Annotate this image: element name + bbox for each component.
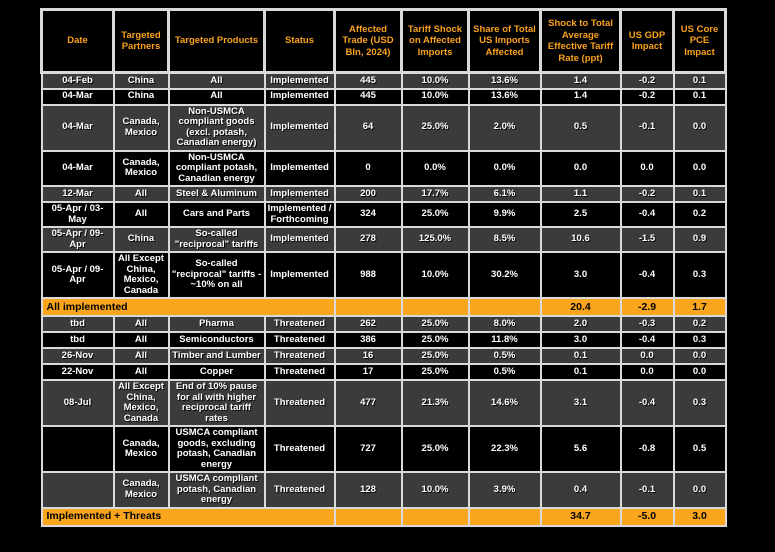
cell-gdp: 0.0 <box>621 364 674 380</box>
cell-products: So-called "reciprocal" tariffs <box>169 227 265 252</box>
cell-share: 9.9% <box>469 202 541 227</box>
cell-gdp: -0.1 <box>621 472 674 508</box>
cell-share: 8.5% <box>469 227 541 252</box>
table-header <box>42 10 726 73</box>
cell-pce: 0.9 <box>674 227 726 252</box>
cell-share: 14.6% <box>469 380 541 426</box>
table-row <box>42 73 726 89</box>
summary-cell-trade <box>335 508 402 526</box>
summary-cell-gdp: -5.0 <box>621 508 674 526</box>
cell-shock_ppt: 2.5 <box>541 202 621 227</box>
cell-products: Non-USMCA compliant potash, Canadian energy <box>169 151 265 187</box>
cell-gdp: -0.4 <box>621 252 674 298</box>
cell-share: 30.2% <box>469 252 541 298</box>
table-body <box>42 73 726 526</box>
cell-tariff_shock: 25.0% <box>402 348 469 364</box>
cell-share: 13.6% <box>469 73 541 89</box>
summary-cell-shock_ppt: 20.4 <box>541 298 621 316</box>
col-header-shock_ppt: Shock to Total Average Effective Tariff Rate (ppt) <box>541 10 621 73</box>
cell-date: 04-Mar <box>42 105 114 151</box>
cell-trade: 988 <box>335 252 402 298</box>
cell-trade: 278 <box>335 227 402 252</box>
cell-trade: 324 <box>335 202 402 227</box>
cell-gdp: -0.2 <box>621 186 674 202</box>
cell-tariff_shock: 125.0% <box>402 227 469 252</box>
table-row <box>42 348 726 364</box>
cell-share: 13.6% <box>469 89 541 105</box>
cell-trade: 17 <box>335 364 402 380</box>
cell-partners: Canada, Mexico <box>114 472 169 508</box>
cell-pce: 0.3 <box>674 332 726 348</box>
cell-shock_ppt: 2.0 <box>541 316 621 332</box>
cell-date: tbd <box>42 332 114 348</box>
cell-status: Implemented <box>265 151 335 187</box>
cell-gdp: -0.1 <box>621 105 674 151</box>
col-header-date: Date <box>42 10 114 73</box>
cell-shock_ppt: 1.4 <box>541 73 621 89</box>
cell-pce: 0.1 <box>674 186 726 202</box>
summary-cell-share <box>469 508 541 526</box>
cell-date: 05-Apr / 09-Apr <box>42 227 114 252</box>
cell-trade: 445 <box>335 89 402 105</box>
cell-date: 26-Nov <box>42 348 114 364</box>
cell-partners: China <box>114 227 169 252</box>
cell-date: 05-Apr / 03-May <box>42 202 114 227</box>
cell-share: 8.0% <box>469 316 541 332</box>
cell-shock_ppt: 0.0 <box>541 151 621 187</box>
cell-date: 04-Mar <box>42 89 114 105</box>
cell-status: Threatened <box>265 364 335 380</box>
cell-trade: 0 <box>335 151 402 187</box>
cell-share: 0.5% <box>469 364 541 380</box>
cell-pce: 0.3 <box>674 380 726 426</box>
cell-partners: China <box>114 89 169 105</box>
summary-row <box>42 298 726 316</box>
cell-status: Implemented <box>265 227 335 252</box>
cell-share: 2.0% <box>469 105 541 151</box>
table-row <box>42 332 726 348</box>
cell-partners: All <box>114 348 169 364</box>
cell-shock_ppt: 0.1 <box>541 348 621 364</box>
cell-status: Implemented <box>265 186 335 202</box>
cell-date: 22-Nov <box>42 364 114 380</box>
table-row <box>42 472 726 508</box>
cell-pce: 0.0 <box>674 105 726 151</box>
cell-tariff_shock: 17.7% <box>402 186 469 202</box>
cell-tariff_shock: 21.3% <box>402 380 469 426</box>
cell-pce: 0.0 <box>674 348 726 364</box>
cell-tariff_shock: 10.0% <box>402 472 469 508</box>
cell-products: All <box>169 73 265 89</box>
cell-date: tbd <box>42 316 114 332</box>
cell-pce: 0.5 <box>674 426 726 472</box>
cell-partners: All <box>114 332 169 348</box>
cell-pce: 0.0 <box>674 364 726 380</box>
cell-products: Semiconductors <box>169 332 265 348</box>
col-header-partners: Targeted Partners <box>114 10 169 73</box>
cell-products: Copper <box>169 364 265 380</box>
summary-row <box>42 508 726 526</box>
cell-tariff_shock: 25.0% <box>402 105 469 151</box>
cell-status: Threatened <box>265 332 335 348</box>
cell-status: Implemented <box>265 105 335 151</box>
cell-pce: 0.1 <box>674 73 726 89</box>
cell-tariff_shock: 25.0% <box>402 364 469 380</box>
cell-date: 08-Jul <box>42 380 114 426</box>
table-row <box>42 316 726 332</box>
cell-gdp: -0.2 <box>621 73 674 89</box>
cell-tariff_shock: 10.0% <box>402 73 469 89</box>
cell-gdp: -0.3 <box>621 316 674 332</box>
cell-trade: 727 <box>335 426 402 472</box>
table-row <box>42 364 726 380</box>
cell-pce: 0.0 <box>674 472 726 508</box>
cell-gdp: 0.0 <box>621 151 674 187</box>
col-header-products: Targeted Products <box>169 10 265 73</box>
cell-date <box>42 472 114 508</box>
table-row <box>42 151 726 187</box>
header-row <box>42 10 726 73</box>
cell-partners: All <box>114 202 169 227</box>
cell-pce: 0.3 <box>674 252 726 298</box>
cell-partners: China <box>114 73 169 89</box>
table-row <box>42 252 726 298</box>
cell-partners: All <box>114 186 169 202</box>
cell-products: USMCA compliant potash, Canadian energy <box>169 472 265 508</box>
cell-status: Implemented / Forthcoming <box>265 202 335 227</box>
cell-tariff_shock: 10.0% <box>402 252 469 298</box>
cell-shock_ppt: 3.1 <box>541 380 621 426</box>
tariff-impact-table <box>40 8 727 527</box>
cell-gdp: 0.0 <box>621 348 674 364</box>
cell-trade: 262 <box>335 316 402 332</box>
cell-gdp: -0.2 <box>621 89 674 105</box>
col-header-share: Share of Total US Imports Affected <box>469 10 541 73</box>
table-row <box>42 380 726 426</box>
cell-products: End of 10% pause for all with higher reciprocal tariff rates <box>169 380 265 426</box>
table-row <box>42 426 726 472</box>
cell-status: Threatened <box>265 316 335 332</box>
cell-share: 0.0% <box>469 151 541 187</box>
cell-shock_ppt: 0.4 <box>541 472 621 508</box>
cell-status: Implemented <box>265 73 335 89</box>
cell-tariff_shock: 25.0% <box>402 332 469 348</box>
cell-date: 12-Mar <box>42 186 114 202</box>
cell-share: 22.3% <box>469 426 541 472</box>
cell-status: Threatened <box>265 380 335 426</box>
cell-gdp: -0.4 <box>621 380 674 426</box>
cell-trade: 200 <box>335 186 402 202</box>
table-row <box>42 227 726 252</box>
cell-shock_ppt: 0.1 <box>541 364 621 380</box>
cell-tariff_shock: 25.0% <box>402 426 469 472</box>
summary-cell-tariff_shock <box>402 508 469 526</box>
summary-cell-tariff_shock <box>402 298 469 316</box>
cell-products: So-called "reciprocal" tariffs - ~10% on all <box>169 252 265 298</box>
cell-gdp: -0.8 <box>621 426 674 472</box>
cell-pce: 0.2 <box>674 202 726 227</box>
cell-shock_ppt: 1.4 <box>541 89 621 105</box>
cell-gdp: -0.4 <box>621 332 674 348</box>
cell-status: Threatened <box>265 348 335 364</box>
cell-shock_ppt: 0.5 <box>541 105 621 151</box>
cell-gdp: -1.5 <box>621 227 674 252</box>
cell-status: Implemented <box>265 89 335 105</box>
cell-trade: 16 <box>335 348 402 364</box>
cell-partners: All Except China, Mexico, Canada <box>114 380 169 426</box>
summary-cell-gdp: -2.9 <box>621 298 674 316</box>
col-header-gdp: US GDP Impact <box>621 10 674 73</box>
cell-date: 04-Mar <box>42 151 114 187</box>
cell-date <box>42 426 114 472</box>
cell-partners: All <box>114 364 169 380</box>
col-header-trade: Affected Trade (USD Bln, 2024) <box>335 10 402 73</box>
cell-partners: All <box>114 316 169 332</box>
cell-trade: 128 <box>335 472 402 508</box>
cell-products: Non-USMCA compliant goods (excl. potash, Canadian energy) <box>169 105 265 151</box>
cell-pce: 0.1 <box>674 89 726 105</box>
table-row <box>42 105 726 151</box>
summary-cell-pce: 1.7 <box>674 298 726 316</box>
summary-cell-pce: 3.0 <box>674 508 726 526</box>
cell-products: All <box>169 89 265 105</box>
col-header-status: Status <box>265 10 335 73</box>
table-row <box>42 89 726 105</box>
cell-date: 04-Feb <box>42 73 114 89</box>
cell-tariff_shock: 25.0% <box>402 316 469 332</box>
cell-trade: 386 <box>335 332 402 348</box>
cell-shock_ppt: 5.6 <box>541 426 621 472</box>
cell-share: 11.8% <box>469 332 541 348</box>
cell-tariff_shock: 10.0% <box>402 89 469 105</box>
table-row <box>42 186 726 202</box>
cell-pce: 0.0 <box>674 151 726 187</box>
cell-shock_ppt: 3.0 <box>541 252 621 298</box>
cell-products: USMCA compliant goods, excluding potash, Canadian energy <box>169 426 265 472</box>
cell-shock_ppt: 10.6 <box>541 227 621 252</box>
cell-partners: Canada, Mexico <box>114 426 169 472</box>
cell-tariff_shock: 25.0% <box>402 202 469 227</box>
cell-status: Threatened <box>265 426 335 472</box>
summary-label: Implemented + Threats <box>42 508 335 526</box>
cell-products: Cars and Parts <box>169 202 265 227</box>
cell-trade: 64 <box>335 105 402 151</box>
col-header-pce: US Core PCE Impact <box>674 10 726 73</box>
cell-partners: Canada, Mexico <box>114 105 169 151</box>
cell-shock_ppt: 1.1 <box>541 186 621 202</box>
cell-share: 3.9% <box>469 472 541 508</box>
cell-share: 0.5% <box>469 348 541 364</box>
cell-date: 05-Apr / 09-Apr <box>42 252 114 298</box>
summary-cell-trade <box>335 298 402 316</box>
cell-share: 6.1% <box>469 186 541 202</box>
cell-products: Timber and Lumber <box>169 348 265 364</box>
cell-status: Implemented <box>265 252 335 298</box>
cell-gdp: -0.4 <box>621 202 674 227</box>
table-row <box>42 202 726 227</box>
cell-trade: 477 <box>335 380 402 426</box>
summary-label: All implemented <box>42 298 335 316</box>
cell-products: Pharma <box>169 316 265 332</box>
cell-partners: Canada, Mexico <box>114 151 169 187</box>
col-header-tariff_shock: Tariff Shock on Affected Imports <box>402 10 469 73</box>
summary-cell-share <box>469 298 541 316</box>
cell-trade: 445 <box>335 73 402 89</box>
cell-status: Threatened <box>265 472 335 508</box>
cell-products: Steel & Aluminum <box>169 186 265 202</box>
cell-shock_ppt: 3.0 <box>541 332 621 348</box>
cell-pce: 0.2 <box>674 316 726 332</box>
cell-tariff_shock: 0.0% <box>402 151 469 187</box>
cell-partners: All Except China, Mexico, Canada <box>114 252 169 298</box>
summary-cell-shock_ppt: 34.7 <box>541 508 621 526</box>
